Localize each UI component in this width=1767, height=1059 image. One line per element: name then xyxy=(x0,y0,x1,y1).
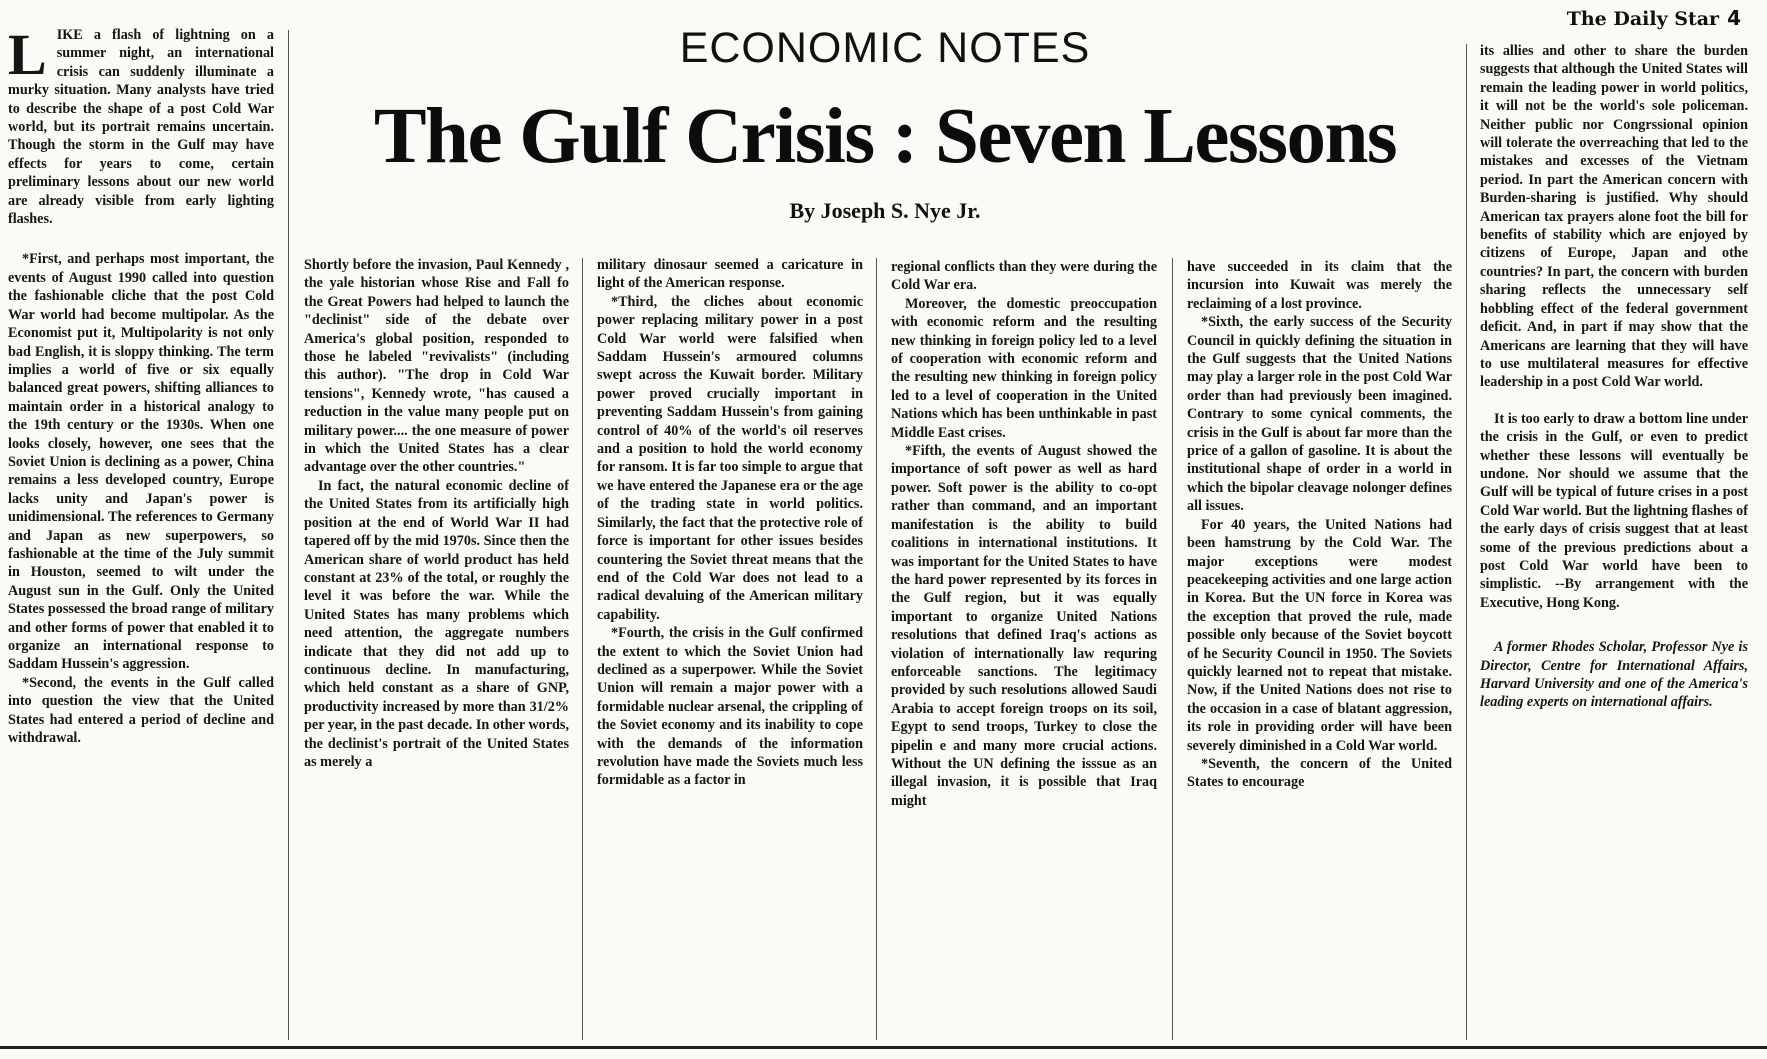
column-rule xyxy=(582,258,583,1040)
paragraph: its allies and other to share the burden suggests that although the United States will remain the leading power in world politics, it will not be the world's sole policeman. Neither public nor Congrssional opinion will tolerate the overreaching that led to the mistakes and excesses of the Vietnam period. In part the American concern with Burden-sharing is justified. Why should American tax prayers alone foot the bill for benefits of stability which are enjoyed by citizens of Europe, Japan and othe countries? In part, the concern with burden sharing reflects the unnecessary self hobbling effect of the federal government deficit. And, in part if may show that the Americans are learning that they will have to use multilateral measures for effective leadership in a post Cold War world. xyxy=(1480,43,1748,391)
article-column-6 xyxy=(1480,42,1748,1042)
author-bio xyxy=(1480,638,1748,712)
paragraph: *Fifth, the events of August showed the importance of soft power as well as hard power. Soft power is the ability to co-opt rather than command, and an important manifestation is the ability to build coalitions in international institutions. It was important for the United States to have the hard power represented by its forces in the Gulf region, but it was equally important to organize United Nations resolutions that defined Iraq's actions as violation of internationally law requring enforceable sanctions. The legitimacy provided by such resolutions allowed Saudi Arabia to accept foreign troops on its soil, Egypt to send troops, Turkey to close the pipelin e and many more crucial actions. Without the UN defining the isssue as an illegal invasion, it is possible that Iraq might xyxy=(891,443,1157,809)
paragraph: *Second, the events in the Gulf called into question the view that the United States had entered a period of decline and withdrawal. xyxy=(8,674,274,747)
bottom-rule xyxy=(0,1046,1767,1049)
drop-cap: L xyxy=(8,26,47,87)
column-rule xyxy=(1466,44,1467,1040)
paragraph: *Sixth, the early success of the Security Council in quickly defining the situation in the Gulf suggests that the United Nations may play a larger role in the post Cold War order than had previously been imagined. Contrary to some cynical comments, the crisis in the Gulf is about far more than the price of a gallon of gasoline. It is about the institutional shape of order in a world in which the bipolar cleavage nolonger defines all issues. xyxy=(1187,314,1452,515)
column-rule xyxy=(1172,258,1173,1040)
paragraph: *Fourth, the crisis in the Gulf confirmed the extent to which the Soviet Union had declined as a superpower. While the Soviet Union will remain a major power with a formidable nuclear arsenal, the crippling of the Soviet economy and its inability to cope with the demands of the information revolution have made the Soviets much less formidable as a factor in xyxy=(597,625,863,789)
paragraph: regional conflicts than they were during the Cold War era. xyxy=(891,259,1157,294)
paragraph: have succeeded in its claim that the incursion into Kuwait was merely the reclaiming of a lost province. xyxy=(1187,259,1452,312)
paragraph: military dinosaur seemed a caricature in light of the American response. xyxy=(597,257,863,292)
lead-paragraph-text: IKE a flash of lightning on a summer night, an international crisis can suddenly illuminate a murky situation. Many analysts have tried to describe the shape of a post Cold War world, but its portrait remains uncertain. Though the storm in the Gulf may have effects for years to come, certain preliminary lessons about our new world are already visible from early lighting flashes. xyxy=(8,27,274,228)
lead-paragraph xyxy=(8,26,274,228)
paragraph: It is too early to draw a bottom line under the crisis in the Gulf, or even to predict whether these lessons will eventually be undone. Nor should we assume that the Gulf will be typical of future crises in a post Cold War world. But the lightning flashes of the early days of crisis suggest that at least some of the previous predictions about a post Cold War world have been to simplistic. --By arrangement with the Executive, Hong Kong. xyxy=(1480,410,1748,611)
paragraph: For 40 years, the United Nations had been hamstrung by the Cold War. The major exceptions were modest peacekeeping activities and one large action in Korea. But the UN force in Korea was the exception that proved the rule, made possible only because of the Soviet boycott of he Security Council in 1950. The Soviets quickly learned not to repeat that mistake. Now, if the United Nations does not rise to the occasion in a case of blatant aggression, its role in providing order will have been severely diminished in a Cold War world. xyxy=(1187,516,1452,754)
paragraph: *Third, the cliches about economic power replacing military power in a post Cold War world were falsified when Saddam Hussein's armoured columns swept across the Kuwait border. Military power proved crucially important in preventing Saddam Hussein's from gaining control of 40% of the world's oil reserves and a position to hold the world economy for ransom. It is far too simple to argue that we have entered the Japanese era or the age of the trading state in world politics. Similarly, the fact that the protective role of force is important for other issues besides countering the Soviet threat means that the end of the Cold War does not lead to a radical devaluing of the American military capability. xyxy=(597,293,863,623)
section-kicker: ECONOMIC NOTES xyxy=(679,24,1091,72)
column-rule xyxy=(876,258,877,1040)
paragraph: Moreover, the domestic preoccupation with economic reform and the resulting new thinking in foreign policy led to a level of cooperation with economic reform and the resulting new thinking in foreign policy led to a level of cooperation in the United Nations which has been unthinkable in past Middle East crises. xyxy=(891,295,1157,441)
masthead-paper-name: The Daily Star xyxy=(1566,8,1720,30)
article-column-1 xyxy=(8,26,274,1036)
article-column-3 xyxy=(597,256,863,1036)
article-column-2 xyxy=(304,256,569,1036)
masthead xyxy=(1567,6,1741,30)
page-number: 4 xyxy=(1727,6,1741,30)
paragraph: In fact, the natural economic decline of the United States from its artificially high position at the end of World War II had tapered off by the mid 1970s. Since then the American share of world product has held constant at 23% of the total, or roughly the level it was before the war. While the United States has many problems which need attention, the aggregate numbers indicate that they did not add up to continuous decline. In manufacturing, which held constant as a share of GNP, productivity increased by more than 31/2% per year, in the past decade. In other words, the declinist's portrait of the United States as merely a xyxy=(304,477,569,770)
article-headline: The Gulf Crisis : Seven Lessons xyxy=(373,93,1397,180)
author-bio-text: A former Rhodes Scholar, Professor Nye is Director, Centre for International Affairs, Harvard University and one of the America's leading experts on international affairs. xyxy=(1480,639,1748,711)
article-byline: By Joseph S. Nye Jr. xyxy=(789,198,981,223)
column-rule xyxy=(288,30,289,1040)
paragraph: *Seventh, the concern of the United States to encourage xyxy=(1187,755,1452,791)
paragraph: Shortly before the invasion, Paul Kennedy , the yale historian whose Rise and Fall fo the Great Powers had helped to launch the "declinist" side of the debate over America's global position, responded to those he labeled "revivalists" (including this author). "The drop in Cold War tensions", Kennedy wrote, "has caused a reduction in the value many people put on military power.... the one measure of power in which the United States has a clear advantage over the other countries." xyxy=(304,257,569,476)
article-column-5 xyxy=(1187,258,1452,1036)
paragraph: *First, and perhaps most important, the events of August 1990 called into question the fashionable cliche that the post Cold War world had become multipolar. As the Economist put it, Multipolarity is not only bad English, it is sloppy thinking. The term implies a world of five or six equally balanced great powers, shifting alliances to maintain order in a historical analogy to the 19th century or the 1930s. When one looks closely, however, one sees that the Soviet Union is declining as a power, China remains a less developed country, Europe lacks unity and Japan's power is unidimensional. The references to Germany and Japan as new superpowers, so fashionable at the time of the July summit in Houston, seemed to wilt under the August sun in the Gulf. Only the United States possessed the broad range of military and other forms of power that enabled it to organize an international response to Saddam Hussein's aggression. xyxy=(8,251,274,673)
article-column-4 xyxy=(891,258,1157,1036)
